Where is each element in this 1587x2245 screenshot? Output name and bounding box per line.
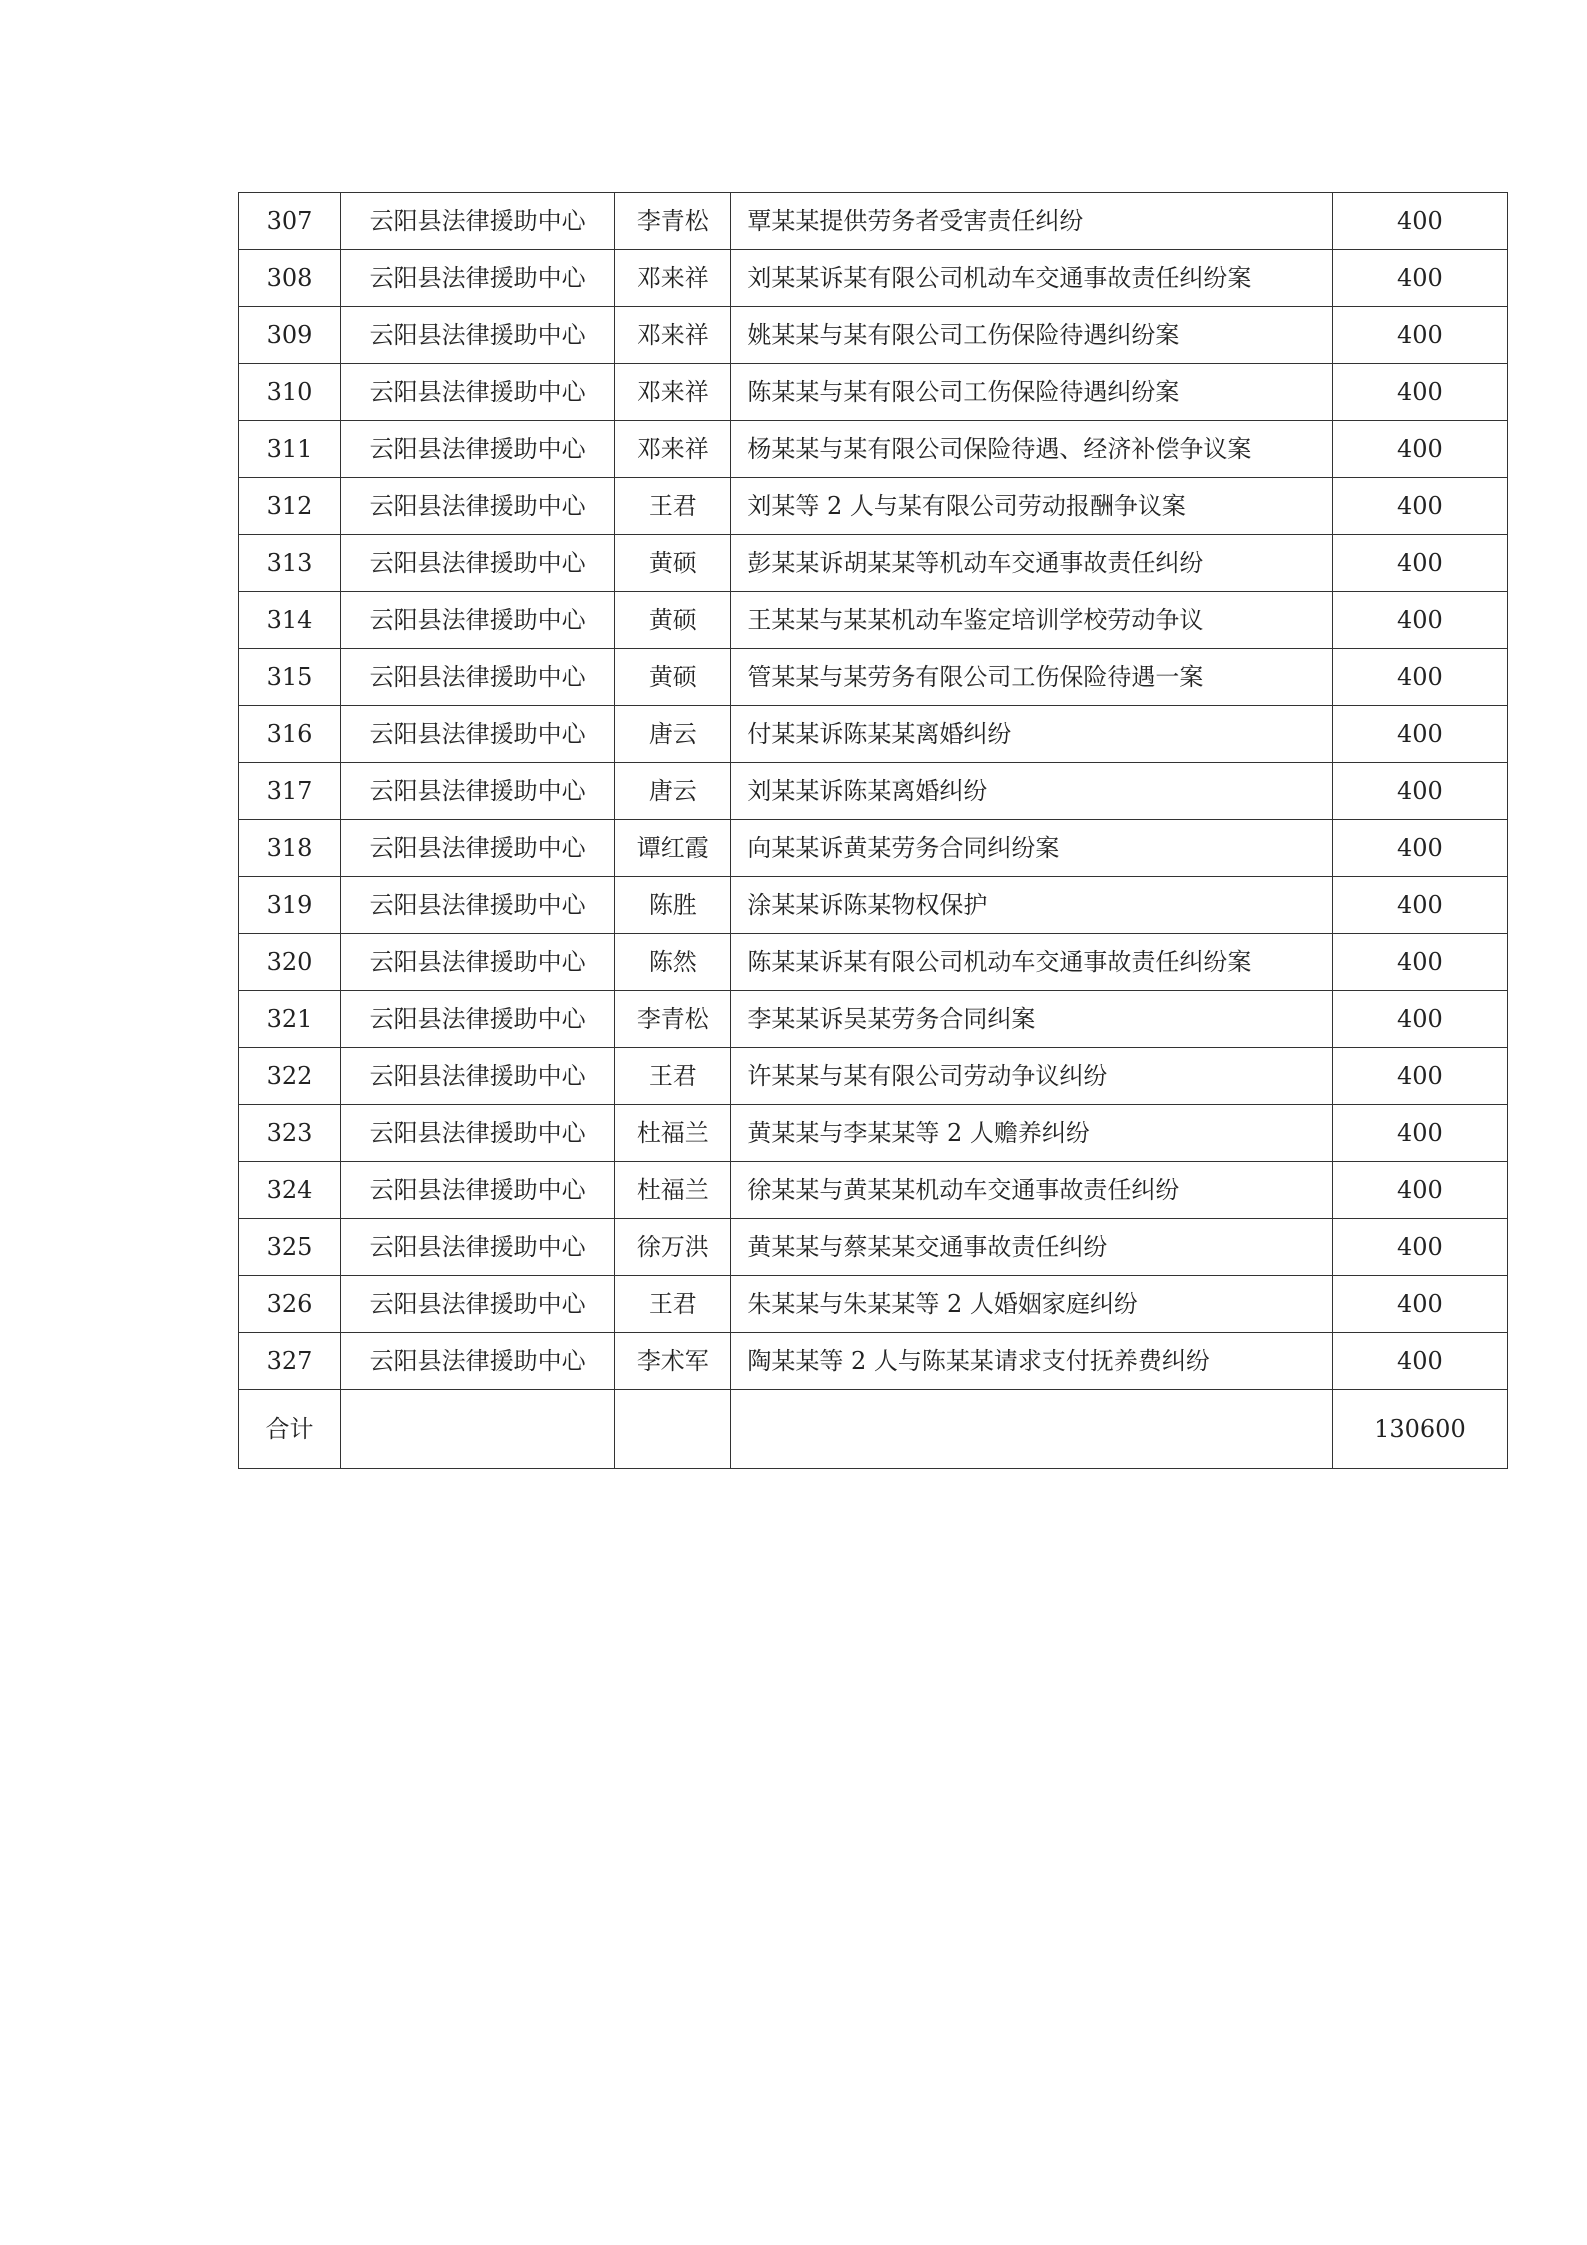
table-row	[239, 763, 1508, 820]
case-description-cell: 朱某某与朱某某等 2 人婚姻家庭纠纷	[731, 1276, 1332, 1333]
handler-name-cell: 唐云	[615, 763, 731, 820]
handler-name-cell: 邓来祥	[615, 421, 731, 478]
case-description-cell: 付某某诉陈某某离婚纠纷	[731, 706, 1332, 763]
organization-cell: 云阳县法律援助中心	[341, 364, 615, 421]
subsidy-amount-cell: 400	[1332, 421, 1507, 478]
organization-cell: 云阳县法律援助中心	[341, 649, 615, 706]
subsidy-amount-cell: 400	[1332, 934, 1507, 991]
case-number-cell: 314	[239, 592, 341, 649]
case-description-cell: 陶某某等 2 人与陈某某请求支付抚养费纠纷	[731, 1333, 1332, 1390]
case-number-cell: 320	[239, 934, 341, 991]
case-description-cell: 许某某与某有限公司劳动争议纠纷	[731, 1048, 1332, 1105]
table-row	[239, 1333, 1508, 1390]
organization-cell: 云阳县法律援助中心	[341, 307, 615, 364]
table-row	[239, 250, 1508, 307]
table-row	[239, 193, 1508, 250]
total-empty-org	[341, 1390, 615, 1469]
case-number-cell: 311	[239, 421, 341, 478]
case-number-cell: 322	[239, 1048, 341, 1105]
subsidy-amount-cell: 400	[1332, 1162, 1507, 1219]
subsidy-amount-cell: 400	[1332, 250, 1507, 307]
case-number-cell: 312	[239, 478, 341, 535]
case-description-cell: 刘某某诉陈某离婚纠纷	[731, 763, 1332, 820]
case-description-cell: 涂某某诉陈某物权保护	[731, 877, 1332, 934]
case-description-cell: 李某某诉吴某劳务合同纠案	[731, 991, 1332, 1048]
subsidy-amount-cell: 400	[1332, 877, 1507, 934]
case-description-cell: 徐某某与黄某某机动车交通事故责任纠纷	[731, 1162, 1332, 1219]
handler-name-cell: 徐万洪	[615, 1219, 731, 1276]
case-number-cell: 309	[239, 307, 341, 364]
case-number-cell: 315	[239, 649, 341, 706]
organization-cell: 云阳县法律援助中心	[341, 1276, 615, 1333]
handler-name-cell: 黄硕	[615, 649, 731, 706]
case-number-cell: 321	[239, 991, 341, 1048]
organization-cell: 云阳县法律援助中心	[341, 193, 615, 250]
handler-name-cell: 邓来祥	[615, 307, 731, 364]
table-row	[239, 1219, 1508, 1276]
subsidy-amount-cell: 400	[1332, 1219, 1507, 1276]
case-number-cell: 307	[239, 193, 341, 250]
handler-name-cell: 陈胜	[615, 877, 731, 934]
subsidy-amount-cell: 400	[1332, 307, 1507, 364]
case-number-cell: 325	[239, 1219, 341, 1276]
handler-name-cell: 邓来祥	[615, 250, 731, 307]
handler-name-cell: 李青松	[615, 193, 731, 250]
organization-cell: 云阳县法律援助中心	[341, 1333, 615, 1390]
total-empty-person	[615, 1390, 731, 1469]
table-row	[239, 1105, 1508, 1162]
subsidy-amount-cell: 400	[1332, 1276, 1507, 1333]
table-row	[239, 307, 1508, 364]
case-description-cell: 向某某诉黄某劳务合同纠纷案	[731, 820, 1332, 877]
table-row	[239, 991, 1508, 1048]
subsidy-amount-cell: 400	[1332, 763, 1507, 820]
case-number-cell: 316	[239, 706, 341, 763]
handler-name-cell: 黄硕	[615, 592, 731, 649]
handler-name-cell: 陈然	[615, 934, 731, 991]
total-empty-case	[731, 1390, 1332, 1469]
handler-name-cell: 杜福兰	[615, 1162, 731, 1219]
table-row	[239, 421, 1508, 478]
table-row	[239, 706, 1508, 763]
case-number-cell: 313	[239, 535, 341, 592]
handler-name-cell: 杜福兰	[615, 1105, 731, 1162]
table-row	[239, 478, 1508, 535]
case-description-cell: 姚某某与某有限公司工伤保险待遇纠纷案	[731, 307, 1332, 364]
table-row	[239, 820, 1508, 877]
total-row	[239, 1390, 1508, 1469]
case-number-cell: 318	[239, 820, 341, 877]
organization-cell: 云阳县法律援助中心	[341, 592, 615, 649]
organization-cell: 云阳县法律援助中心	[341, 991, 615, 1048]
subsidy-amount-cell: 400	[1332, 1105, 1507, 1162]
subsidy-amount-cell: 400	[1332, 1048, 1507, 1105]
subsidy-amount-cell: 400	[1332, 649, 1507, 706]
subsidy-amount-cell: 400	[1332, 193, 1507, 250]
handler-name-cell: 李青松	[615, 991, 731, 1048]
handler-name-cell: 谭红霞	[615, 820, 731, 877]
subsidy-amount-cell: 400	[1332, 991, 1507, 1048]
legal-aid-case-table	[238, 192, 1508, 1469]
case-number-cell: 327	[239, 1333, 341, 1390]
table-row	[239, 592, 1508, 649]
total-amount: 130600	[1332, 1390, 1507, 1469]
subsidy-amount-cell: 400	[1332, 478, 1507, 535]
organization-cell: 云阳县法律援助中心	[341, 1219, 615, 1276]
table-row	[239, 1276, 1508, 1333]
subsidy-amount-cell: 400	[1332, 364, 1507, 421]
handler-name-cell: 黄硕	[615, 535, 731, 592]
table-row	[239, 535, 1508, 592]
case-description-cell: 黄某某与李某某等 2 人赡养纠纷	[731, 1105, 1332, 1162]
organization-cell: 云阳县法律援助中心	[341, 706, 615, 763]
case-description-cell: 刘某某诉某有限公司机动车交通事故责任纠纷案	[731, 250, 1332, 307]
table-row	[239, 1048, 1508, 1105]
subsidy-amount-cell: 400	[1332, 535, 1507, 592]
organization-cell: 云阳县法律援助中心	[341, 763, 615, 820]
case-number-cell: 324	[239, 1162, 341, 1219]
organization-cell: 云阳县法律援助中心	[341, 820, 615, 877]
case-description-cell: 刘某等 2 人与某有限公司劳动报酬争议案	[731, 478, 1332, 535]
case-description-cell: 王某某与某某机动车鉴定培训学校劳动争议	[731, 592, 1332, 649]
organization-cell: 云阳县法律援助中心	[341, 1105, 615, 1162]
handler-name-cell: 王君	[615, 1276, 731, 1333]
table-row	[239, 934, 1508, 991]
case-description-cell: 陈某某与某有限公司工伤保险待遇纠纷案	[731, 364, 1332, 421]
organization-cell: 云阳县法律援助中心	[341, 934, 615, 991]
table-row	[239, 364, 1508, 421]
case-number-cell: 323	[239, 1105, 341, 1162]
case-number-cell: 310	[239, 364, 341, 421]
organization-cell: 云阳县法律援助中心	[341, 535, 615, 592]
handler-name-cell: 王君	[615, 478, 731, 535]
table-row	[239, 649, 1508, 706]
case-number-cell: 319	[239, 877, 341, 934]
organization-cell: 云阳县法律援助中心	[341, 877, 615, 934]
handler-name-cell: 李术军	[615, 1333, 731, 1390]
case-number-cell: 308	[239, 250, 341, 307]
case-number-cell: 326	[239, 1276, 341, 1333]
handler-name-cell: 唐云	[615, 706, 731, 763]
organization-cell: 云阳县法律援助中心	[341, 478, 615, 535]
case-description-cell: 覃某某提供劳务者受害责任纠纷	[731, 193, 1332, 250]
subsidy-amount-cell: 400	[1332, 706, 1507, 763]
subsidy-amount-cell: 400	[1332, 1333, 1507, 1390]
case-description-cell: 黄某某与蔡某某交通事故责任纠纷	[731, 1219, 1332, 1276]
handler-name-cell: 邓来祥	[615, 364, 731, 421]
table-row	[239, 1162, 1508, 1219]
subsidy-amount-cell: 400	[1332, 592, 1507, 649]
table-body	[239, 193, 1508, 1469]
organization-cell: 云阳县法律援助中心	[341, 1048, 615, 1105]
case-description-cell: 管某某与某劳务有限公司工伤保险待遇一案	[731, 649, 1332, 706]
table-row	[239, 877, 1508, 934]
subsidy-amount-cell: 400	[1332, 820, 1507, 877]
handler-name-cell: 王君	[615, 1048, 731, 1105]
case-number-cell: 317	[239, 763, 341, 820]
organization-cell: 云阳县法律援助中心	[341, 421, 615, 478]
organization-cell: 云阳县法律援助中心	[341, 1162, 615, 1219]
organization-cell: 云阳县法律援助中心	[341, 250, 615, 307]
total-label: 合计	[239, 1390, 341, 1469]
case-description-cell: 杨某某与某有限公司保险待遇、经济补偿争议案	[731, 421, 1332, 478]
case-description-cell: 彭某某诉胡某某等机动车交通事故责任纠纷	[731, 535, 1332, 592]
case-description-cell: 陈某某诉某有限公司机动车交通事故责任纠纷案	[731, 934, 1332, 991]
